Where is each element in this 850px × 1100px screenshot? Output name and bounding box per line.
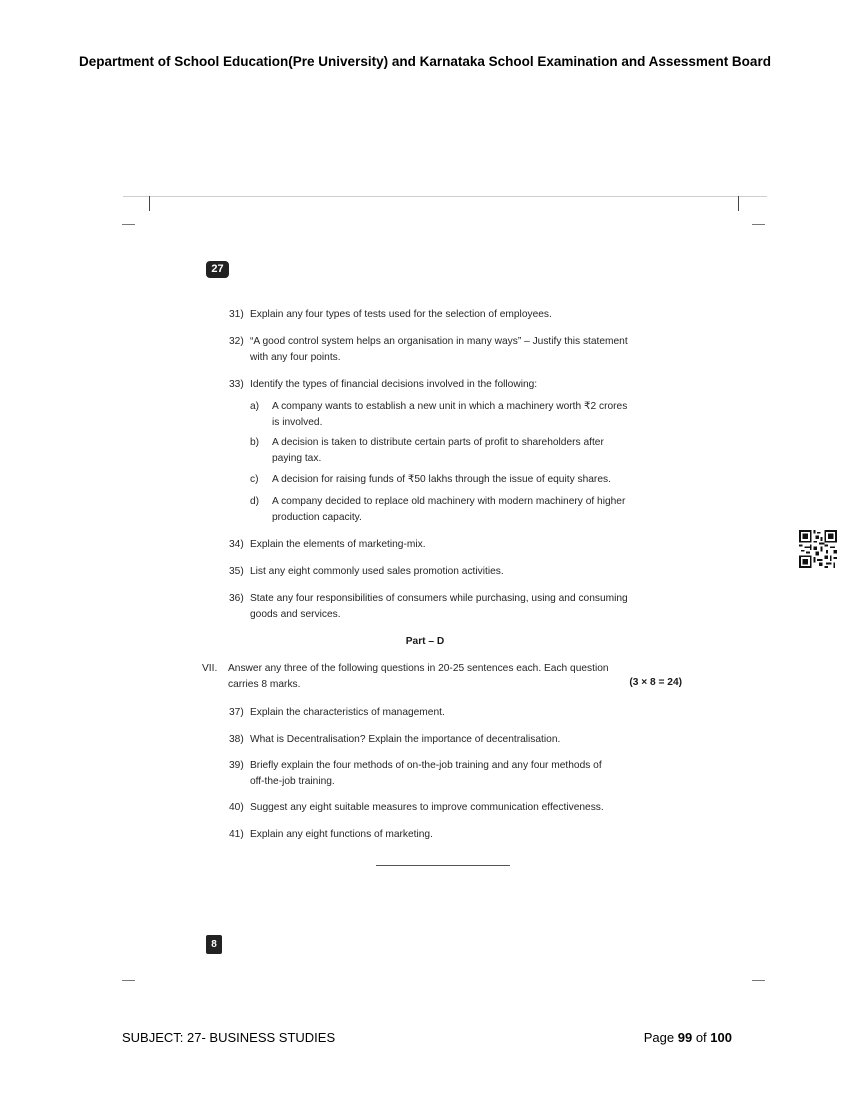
crop-mark [752,980,765,981]
crop-mark [738,196,739,211]
end-of-paper-rule [376,865,510,866]
part-d-marks: (3 × 8 = 24) [629,677,682,688]
top-rule [123,196,767,197]
page-header-title: Department of School Education(Pre University) and Karnataka School Examination and Assessment Board [79,54,771,69]
page-number-badge: 27 [206,261,229,278]
footer-page-number: Page 99 of 100 [643,1030,732,1045]
crop-mark [149,196,150,211]
crop-mark [752,224,765,225]
part-d-heading: Part – D [405,636,445,647]
qr-code-icon [799,530,837,568]
crop-mark [122,224,135,225]
crop-mark [122,980,135,981]
footer-subject: SUBJECT: 27- BUSINESS STUDIES [122,1030,336,1045]
inner-page-number: 8 [206,935,222,954]
